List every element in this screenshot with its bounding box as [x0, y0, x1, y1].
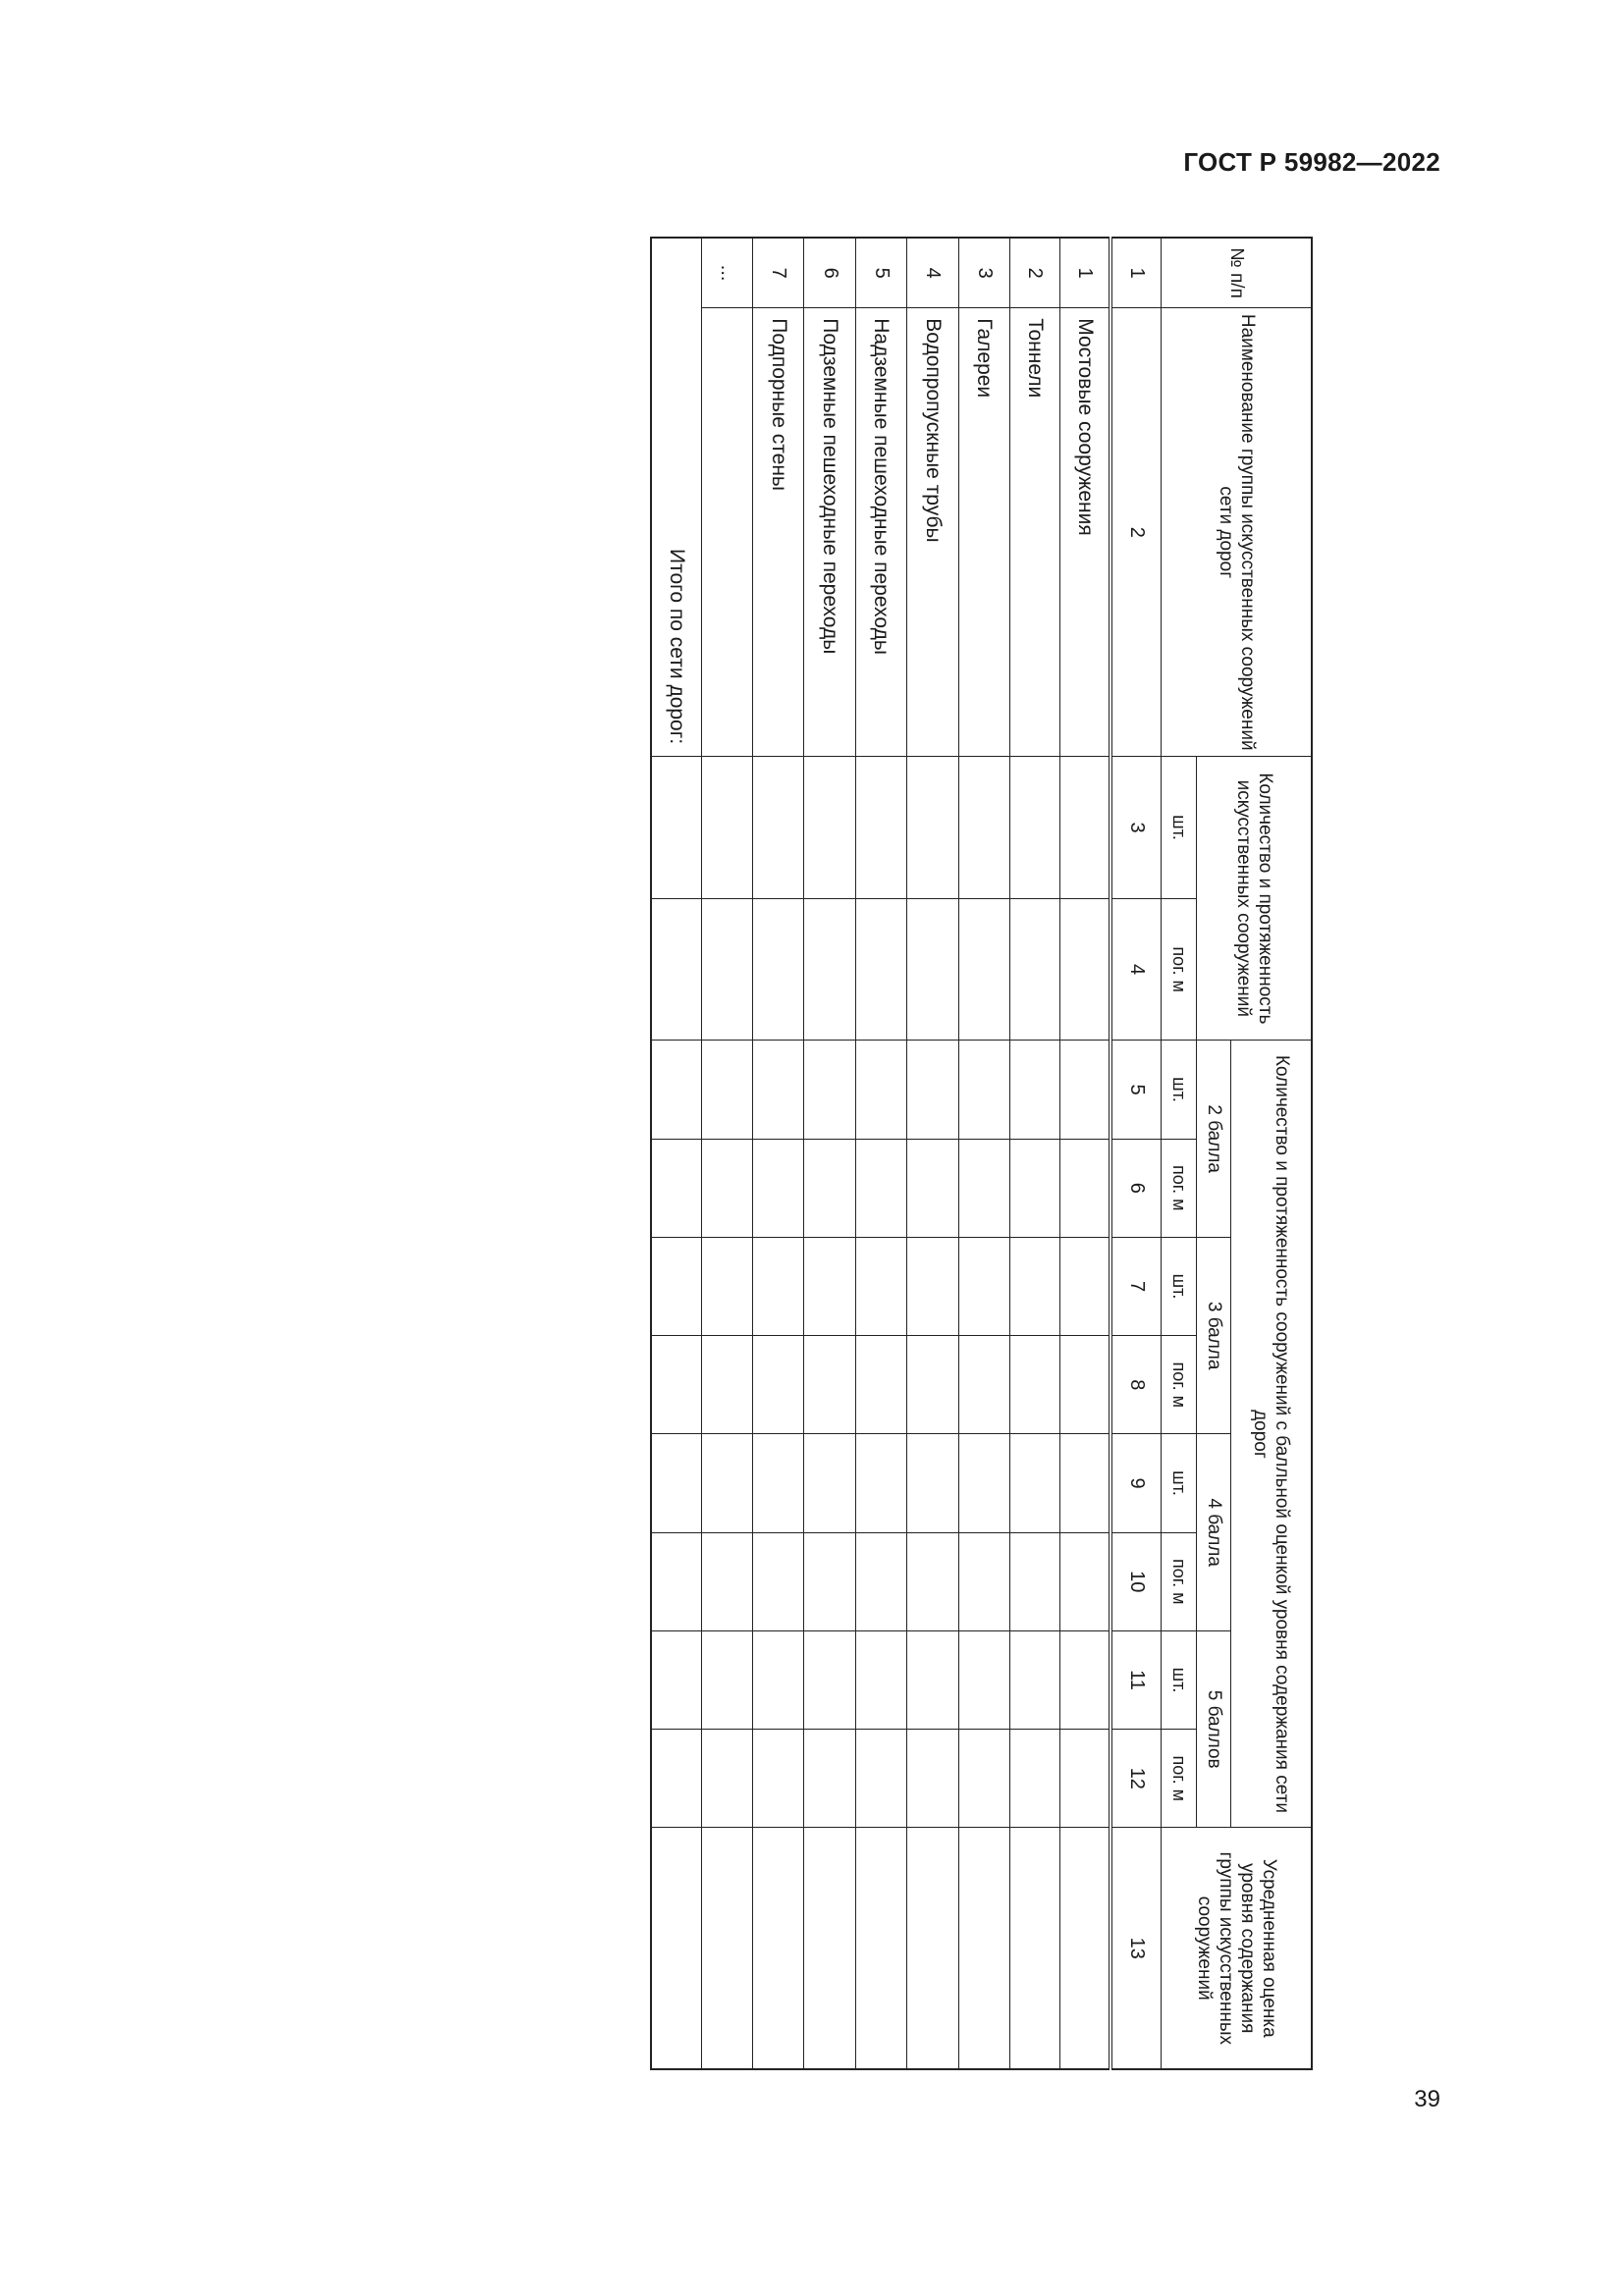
cell [804, 1532, 856, 1630]
cell [702, 1532, 753, 1630]
cell [1009, 1139, 1060, 1237]
unit-pcs: шт. [1162, 1041, 1197, 1139]
unit-pcs: шт. [1162, 1237, 1197, 1335]
column-number: 1 [1110, 238, 1162, 308]
cell [856, 757, 907, 899]
cell [958, 1237, 1009, 1335]
cell [856, 1434, 907, 1532]
column-number: 9 [1110, 1434, 1162, 1532]
cell [856, 1730, 907, 1828]
column-number: 13 [1110, 1828, 1162, 2069]
cell [1009, 1237, 1060, 1335]
rotated-table-container [650, 237, 1313, 2070]
unit-pcs: шт. [1162, 757, 1197, 899]
cell [753, 1139, 804, 1237]
column-number: 11 [1110, 1630, 1162, 1729]
table-row [753, 238, 804, 2069]
table-row [958, 238, 1009, 2069]
page-number: 39 [1414, 2086, 1440, 2112]
cell [1060, 1041, 1110, 1139]
table-row [804, 238, 856, 2069]
document-header: ГОСТ Р 59982—2022 [1183, 147, 1440, 177]
cell [1060, 1630, 1110, 1729]
row-name [702, 308, 753, 757]
cell [958, 757, 1009, 899]
column-number: 4 [1110, 898, 1162, 1041]
cell [651, 898, 702, 1041]
cell [804, 1237, 856, 1335]
cell [804, 1434, 856, 1532]
cell [702, 1237, 753, 1335]
cell [958, 1041, 1009, 1139]
cell [856, 1532, 907, 1630]
column-number: 3 [1110, 757, 1162, 899]
cell [651, 1828, 702, 2069]
cell [906, 1139, 958, 1237]
table-row [702, 238, 753, 2069]
cell [856, 1139, 907, 1237]
cell [1060, 898, 1110, 1041]
cell [702, 1828, 753, 2069]
cell [856, 1828, 907, 2069]
header-score-5: 5 баллов [1197, 1630, 1230, 1828]
cell [856, 1336, 907, 1434]
row-name: Галереи [958, 308, 1009, 757]
cell [804, 1041, 856, 1139]
cell [651, 1041, 702, 1139]
cell [702, 1139, 753, 1237]
cell [906, 1336, 958, 1434]
row-number: 5 [856, 238, 907, 308]
unit-pcs: шт. [1162, 1434, 1197, 1532]
table-row [1060, 238, 1110, 2069]
cell [1009, 1630, 1060, 1729]
unit-m: пог. м [1162, 1532, 1197, 1630]
column-number: 12 [1110, 1730, 1162, 1828]
cell [856, 1630, 907, 1729]
cell [651, 1434, 702, 1532]
cell [753, 1336, 804, 1434]
cell [651, 1630, 702, 1729]
unit-m: пог. м [1162, 1730, 1197, 1828]
cell [958, 1730, 1009, 1828]
cell [958, 1532, 1009, 1630]
cell [702, 1630, 753, 1729]
cell [1009, 1041, 1060, 1139]
cell [753, 898, 804, 1041]
row-name: Водопропускные трубы [906, 308, 958, 757]
cell [1060, 1828, 1110, 2069]
cell [804, 1828, 856, 2069]
row-name: Подземные пешеходные переходы [804, 308, 856, 757]
cell [958, 1828, 1009, 2069]
column-number: 5 [1110, 1041, 1162, 1139]
table-row [1009, 238, 1060, 2069]
cell [1009, 1336, 1060, 1434]
cell [651, 1532, 702, 1630]
cell [702, 1434, 753, 1532]
cell [804, 1630, 856, 1729]
cell [651, 757, 702, 899]
cell [753, 1828, 804, 2069]
cell [958, 1434, 1009, 1532]
header-row-1 [1230, 238, 1312, 2069]
row-number: 6 [804, 238, 856, 308]
cell [753, 1730, 804, 1828]
cell [906, 1041, 958, 1139]
row-number: 2 [1009, 238, 1060, 308]
cell [906, 1630, 958, 1729]
header-average: Усредненная оценка уровня содержания группы искусственных сооружений [1162, 1828, 1312, 2069]
cell [804, 898, 856, 1041]
cell [804, 1139, 856, 1237]
column-number: 2 [1110, 308, 1162, 757]
cell [753, 1532, 804, 1630]
cell [856, 1237, 907, 1335]
column-numbers-row [1110, 238, 1162, 2069]
cell [856, 898, 907, 1041]
cell [804, 1730, 856, 1828]
cell [856, 1041, 907, 1139]
row-name: Тоннели [1009, 308, 1060, 757]
row-number: 7 [753, 238, 804, 308]
cell [1060, 1434, 1110, 1532]
cell [753, 1041, 804, 1139]
cell [906, 1828, 958, 2069]
cell [702, 1336, 753, 1434]
cell [906, 898, 958, 1041]
header-score-group: Количество и протяженность сооружений с балльной оценкой уровня содержания сети дорог [1230, 1041, 1312, 1828]
header-name: Наименование группы искусственных сооружений сети дорог [1162, 308, 1312, 757]
cell [1009, 898, 1060, 1041]
cell [651, 1237, 702, 1335]
cell [1009, 757, 1060, 899]
cell [958, 1139, 1009, 1237]
cell [958, 1630, 1009, 1729]
cell [753, 1630, 804, 1729]
cell [651, 1730, 702, 1828]
cell [753, 1237, 804, 1335]
cell [906, 757, 958, 899]
structures-assessment-table [650, 237, 1313, 2070]
column-number: 10 [1110, 1532, 1162, 1630]
unit-m: пог. м [1162, 1336, 1197, 1434]
row-number: 4 [906, 238, 958, 308]
cell [651, 1336, 702, 1434]
cell [702, 1041, 753, 1139]
cell [1060, 1532, 1110, 1630]
cell [1009, 1434, 1060, 1532]
cell [1060, 1730, 1110, 1828]
column-number: 8 [1110, 1336, 1162, 1434]
cell [804, 757, 856, 899]
row-number: 3 [958, 238, 1009, 308]
total-label: Итого по сети дорог: [651, 238, 702, 757]
header-score-4: 4 балла [1197, 1434, 1230, 1631]
row-number: ... [702, 238, 753, 308]
cell [702, 1730, 753, 1828]
unit-m: пог. м [1162, 898, 1197, 1041]
cell [958, 1336, 1009, 1434]
header-quantity: Количество и протяженность искусственных сооружений [1197, 757, 1312, 1041]
unit-m: пог. м [1162, 1139, 1197, 1237]
cell [906, 1532, 958, 1630]
table-row [906, 238, 958, 2069]
cell [753, 757, 804, 899]
cell [702, 898, 753, 1041]
unit-pcs: шт. [1162, 1630, 1197, 1729]
table-row [856, 238, 907, 2069]
cell [906, 1237, 958, 1335]
row-number: 1 [1060, 238, 1110, 308]
total-row [651, 238, 702, 2069]
cell [906, 1434, 958, 1532]
cell [958, 898, 1009, 1041]
column-number: 6 [1110, 1139, 1162, 1237]
header-score-2: 2 балла [1197, 1041, 1230, 1238]
cell [1060, 757, 1110, 899]
cell [1009, 1532, 1060, 1630]
header-no: № п/п [1162, 238, 1312, 308]
cell [1009, 1730, 1060, 1828]
cell [702, 757, 753, 899]
cell [804, 1336, 856, 1434]
cell [1060, 1139, 1110, 1237]
cell [1060, 1237, 1110, 1335]
row-name: Подпорные стены [753, 308, 804, 757]
cell [651, 1139, 702, 1237]
header-score-3: 3 балла [1197, 1237, 1230, 1434]
cell [906, 1730, 958, 1828]
cell [1009, 1828, 1060, 2069]
column-number: 7 [1110, 1237, 1162, 1335]
cell [753, 1434, 804, 1532]
row-name: Мостовые сооружения [1060, 308, 1110, 757]
cell [1060, 1336, 1110, 1434]
row-name: Надземные пешеходные переходы [856, 308, 907, 757]
